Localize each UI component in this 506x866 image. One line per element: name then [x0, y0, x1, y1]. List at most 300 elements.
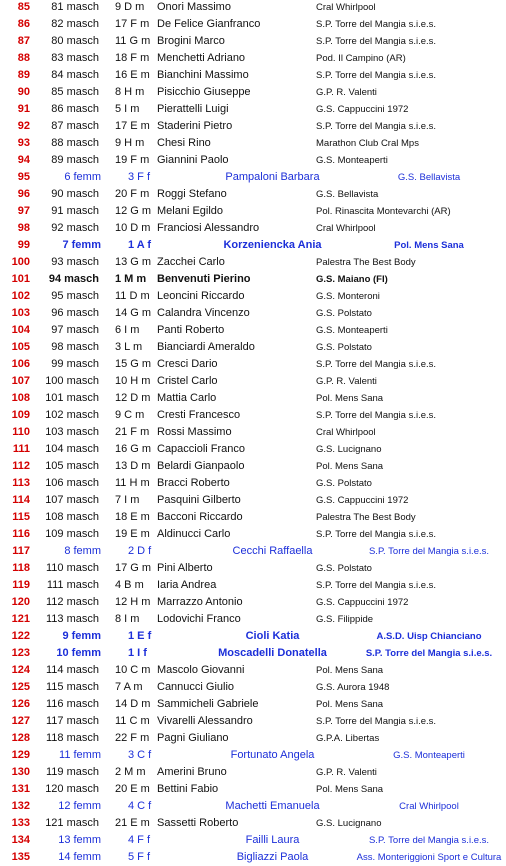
position-cell: 105 — [11, 341, 30, 353]
position-cell: 94 — [17, 154, 30, 166]
category-rank-cell: 91 masch — [51, 205, 99, 217]
team-cell: Pod. Il Campino (AR) — [316, 53, 406, 64]
athlete-name-cell: Staderini Pietro — [157, 120, 233, 132]
class-rank-cell: 13 G m — [115, 256, 151, 268]
category-rank-cell: 9 femm — [62, 630, 101, 642]
category-rank-cell: 116 masch — [46, 698, 99, 710]
team-cell: G.S. Lucignano — [316, 818, 382, 829]
athlete-name-cell: Benvenuti Pierino — [157, 273, 251, 285]
class-rank-cell: 20 E m — [115, 783, 150, 795]
athlete-name-cell: Chesi Rino — [157, 137, 211, 149]
team-cell: G.S. Monteaperti — [316, 325, 388, 336]
athlete-name-cell: Belardi Gianpaolo — [157, 460, 245, 472]
table-row — [0, 492, 506, 509]
class-rank-cell: 10 H m — [115, 375, 151, 387]
athlete-name-cell: Iaria Andrea — [157, 579, 217, 591]
athlete-name-cell: Cannucci Giulio — [157, 681, 235, 693]
table-row — [0, 16, 506, 33]
table-row — [0, 713, 506, 730]
position-cell: 101 — [11, 273, 30, 285]
position-cell: 121 — [11, 613, 30, 625]
class-rank-cell: 7 A m — [115, 681, 143, 693]
position-cell: 99 — [17, 239, 30, 251]
team-cell: S.P. Torre del Mangia s.i.e.s. — [316, 36, 437, 47]
table-row — [0, 577, 506, 594]
team-cell: Pol. Rinascita Montevarchi (AR) — [316, 206, 451, 217]
class-rank-cell: 5 I m — [115, 103, 140, 115]
class-rank-cell: 19 F m — [115, 154, 150, 166]
table-row — [0, 849, 506, 866]
position-cell: 115 — [12, 511, 30, 523]
team-cell: G.S. Monteroni — [316, 291, 380, 302]
table-row — [0, 475, 506, 492]
table-row — [0, 526, 506, 543]
category-rank-cell: 120 masch — [45, 783, 99, 795]
team-cell: G.S. Lucignano — [316, 444, 382, 455]
class-rank-cell: 11 D m — [115, 290, 150, 302]
position-cell: 125 — [11, 681, 30, 693]
category-rank-cell: 80 masch — [51, 35, 99, 47]
class-rank-cell: 1 M m — [115, 273, 147, 285]
category-rank-cell: 121 masch — [45, 817, 99, 829]
position-cell: 111 — [12, 443, 30, 455]
class-rank-cell: 15 G m — [115, 358, 151, 370]
team-cell: S.P. Torre del Mangia s.i.e.s. — [316, 359, 437, 370]
team-cell: Pol. Mens Sana — [394, 240, 464, 251]
team-cell: Pol. Mens Sana — [316, 393, 384, 404]
position-cell: 88 — [17, 52, 30, 64]
team-cell: Pol. Mens Sana — [316, 461, 384, 472]
table-row — [0, 390, 506, 407]
team-cell: Palestra The Best Body — [316, 257, 416, 268]
category-rank-cell: 113 masch — [46, 613, 99, 625]
athlete-name-cell: Mascolo Giovanni — [157, 664, 245, 676]
class-rank-cell: 1 E f — [128, 630, 152, 642]
team-cell: G.P. R. Valenti — [316, 767, 377, 778]
category-rank-cell: 95 masch — [51, 290, 99, 302]
table-row — [0, 679, 506, 696]
category-rank-cell: 11 femm — [59, 749, 101, 761]
class-rank-cell: 12 H m — [115, 596, 151, 608]
athlete-name-cell: Bacconi Riccardo — [157, 511, 243, 523]
category-rank-cell: 93 masch — [51, 256, 99, 268]
class-rank-cell: 22 F m — [115, 732, 150, 744]
position-cell: 97 — [17, 205, 30, 217]
team-cell: A.S.D. Uisp Chianciano — [376, 631, 482, 642]
class-rank-cell: 20 F m — [115, 188, 150, 200]
position-cell: 112 — [12, 460, 30, 472]
category-rank-cell: 87 masch — [51, 120, 99, 132]
position-cell: 117 — [12, 545, 30, 557]
team-cell: G.P.A. Libertas — [316, 733, 380, 744]
class-rank-cell: 2 D f — [128, 545, 152, 557]
category-rank-cell: 107 masch — [45, 494, 99, 506]
athlete-name-cell: Cresci Dario — [157, 358, 218, 370]
class-rank-cell: 4 C f — [128, 800, 152, 812]
category-rank-cell: 105 masch — [45, 460, 99, 472]
position-cell: 126 — [11, 698, 30, 710]
category-rank-cell: 118 masch — [46, 732, 99, 744]
team-cell: S.P. Torre del Mangia s.i.e.s. — [316, 529, 437, 540]
category-rank-cell: 98 masch — [51, 341, 99, 353]
athlete-name-cell: De Felice Gianfranco — [157, 18, 261, 30]
class-rank-cell: 17 E m — [115, 120, 150, 132]
category-rank-cell: 115 masch — [46, 681, 99, 693]
category-rank-cell: 88 masch — [51, 137, 99, 149]
table-row — [0, 747, 506, 764]
athlete-name-cell: Calandra Vincenzo — [157, 307, 250, 319]
position-cell: 85 — [17, 1, 30, 13]
table-row — [0, 220, 506, 237]
position-cell: 108 — [11, 392, 30, 404]
position-cell: 89 — [17, 69, 30, 81]
category-rank-cell: 10 femm — [56, 647, 101, 659]
category-rank-cell: 112 masch — [46, 596, 99, 608]
table-row — [0, 407, 506, 424]
team-cell: G.S. Bellavista — [397, 172, 461, 183]
class-rank-cell: 17 F m — [115, 18, 150, 30]
table-row — [0, 560, 506, 577]
team-cell: G.S. Polstato — [316, 308, 372, 319]
table-row — [0, 67, 506, 84]
position-cell: 133 — [11, 817, 30, 829]
class-rank-cell: 11 C m — [115, 715, 150, 727]
category-rank-cell: 117 masch — [46, 715, 99, 727]
team-cell: S.P. Torre del Mangia s.i.e.s. — [368, 835, 490, 846]
table-row — [0, 373, 506, 390]
team-cell: Cral Whirlpool — [316, 223, 376, 234]
athlete-name-cell: Menchetti Adriano — [157, 52, 246, 64]
athlete-name-cell: Lodovichi Franco — [157, 613, 241, 625]
table-row — [0, 594, 506, 611]
class-rank-cell: 7 I m — [115, 494, 140, 506]
class-rank-cell: 16 G m — [115, 443, 151, 455]
athlete-name-cell: Pasquini Gilberto — [157, 494, 241, 506]
position-cell: 93 — [17, 137, 30, 149]
category-rank-cell: 102 masch — [45, 409, 99, 421]
position-cell: 113 — [12, 477, 30, 489]
table-row — [0, 305, 506, 322]
category-rank-cell: 94 masch — [48, 273, 99, 285]
athlete-name-cell: Aldinucci Carlo — [157, 528, 231, 540]
class-rank-cell: 21 E m — [115, 817, 150, 829]
table-row — [0, 798, 506, 815]
position-cell: 122 — [11, 630, 30, 642]
team-cell: G.S. Polstato — [316, 563, 372, 574]
athlete-name-cell: Melani Egildo — [157, 205, 224, 217]
team-cell: S.P. Torre del Mangia s.i.e.s. — [316, 410, 437, 421]
position-cell: 132 — [11, 800, 30, 812]
athlete-name-cell: Marrazzo Antonio — [157, 596, 243, 608]
class-rank-cell: 9 H m — [115, 137, 145, 149]
category-rank-cell: 114 masch — [46, 664, 99, 676]
table-row — [0, 424, 506, 441]
team-cell: S.P. Torre del Mangia s.i.e.s. — [368, 546, 490, 557]
athlete-name-cell: Rossi Massimo — [157, 426, 232, 438]
class-rank-cell: 10 D m — [115, 222, 151, 234]
category-rank-cell: 84 masch — [51, 69, 99, 81]
position-cell: 118 — [12, 562, 30, 574]
class-rank-cell: 8 H m — [115, 86, 145, 98]
class-rank-cell: 18 E m — [115, 511, 150, 523]
athlete-name-cell: Zacchei Carlo — [157, 256, 225, 268]
table-row — [0, 781, 506, 798]
team-cell: G.S. Monteaperti — [316, 155, 388, 166]
athlete-name-cell: Korzeniencka Ania — [223, 239, 322, 251]
class-rank-cell: 6 I m — [115, 324, 140, 336]
athlete-name-cell: Bianciardi Ameraldo — [157, 341, 255, 353]
team-cell: G.S. Monteaperti — [393, 750, 465, 761]
table-row — [0, 237, 506, 254]
team-cell: Pol. Mens Sana — [316, 699, 384, 710]
team-cell: Pol. Mens Sana — [316, 665, 384, 676]
athlete-name-cell: Bracci Roberto — [157, 477, 230, 489]
team-cell: G.P. R. Valenti — [316, 87, 377, 98]
team-cell: S.P. Torre del Mangia s.i.e.s. — [316, 70, 437, 81]
athlete-name-cell: Panti Roberto — [157, 324, 225, 336]
table-row — [0, 271, 506, 288]
table-row — [0, 730, 506, 747]
class-rank-cell: 8 I m — [115, 613, 140, 625]
table-row — [0, 543, 506, 560]
class-rank-cell: 14 D m — [115, 698, 151, 710]
position-cell: 102 — [11, 290, 30, 302]
athlete-name-cell: Amerini Bruno — [157, 766, 227, 778]
athlete-name-cell: Cresti Francesco — [157, 409, 241, 421]
table-row — [0, 0, 506, 16]
position-cell: 129 — [11, 749, 30, 761]
athlete-name-cell: Bigliazzi Paola — [236, 851, 309, 863]
athlete-name-cell: Fortunato Angela — [230, 749, 315, 761]
athlete-name-cell: Brogini Marco — [157, 35, 225, 47]
position-cell: 103 — [11, 307, 30, 319]
category-rank-cell: 83 masch — [51, 52, 99, 64]
category-rank-cell: 8 femm — [64, 545, 101, 557]
position-cell: 135 — [11, 851, 30, 863]
athlete-name-cell: Sassetti Roberto — [157, 817, 239, 829]
position-cell: 92 — [17, 120, 30, 132]
table-row — [0, 339, 506, 356]
team-cell: S.P. Torre del Mangia s.i.e.s. — [316, 580, 437, 591]
team-cell: Marathon Club Cral Mps — [316, 138, 419, 149]
position-cell: 123 — [11, 647, 30, 659]
category-rank-cell: 89 masch — [51, 154, 99, 166]
category-rank-cell: 82 masch — [51, 18, 99, 30]
position-cell: 131 — [11, 783, 30, 795]
athlete-name-cell: Pierattelli Luigi — [157, 103, 229, 115]
table-row — [0, 832, 506, 849]
team-cell: S.P. Torre del Mangia s.i.e.s. — [316, 716, 437, 727]
class-rank-cell: 3 L m — [115, 341, 143, 353]
table-row — [0, 628, 506, 645]
class-rank-cell: 9 D m — [115, 1, 145, 13]
position-cell: 98 — [17, 222, 30, 234]
athlete-name-cell: Leoncini Riccardo — [157, 290, 245, 302]
category-rank-cell: 6 femm — [64, 171, 101, 183]
athlete-name-cell: Cristel Carlo — [157, 375, 218, 387]
table-row — [0, 118, 506, 135]
team-cell: Cral Whirlpool — [316, 427, 376, 438]
category-rank-cell: 7 femm — [62, 239, 101, 251]
class-rank-cell: 16 E m — [115, 69, 150, 81]
team-cell: S.P. Torre del Mangia s.i.e.s. — [316, 19, 437, 30]
team-cell: G.S. Cappuccini 1972 — [316, 597, 409, 608]
class-rank-cell: 21 F m — [115, 426, 150, 438]
table-row — [0, 152, 506, 169]
athlete-name-cell: Mattia Carlo — [157, 392, 217, 404]
class-rank-cell: 2 M m — [115, 766, 146, 778]
athlete-name-cell: Capaccioli Franco — [157, 443, 246, 455]
team-cell: G.S. Aurora 1948 — [316, 682, 390, 693]
athlete-name-cell: Vivarelli Alessandro — [157, 715, 253, 727]
class-rank-cell: 3 C f — [128, 749, 152, 761]
position-cell: 127 — [11, 715, 30, 727]
athlete-name-cell: Onori Massimo — [157, 1, 231, 13]
category-rank-cell: 104 masch — [45, 443, 99, 455]
table-row — [0, 645, 506, 662]
team-cell: S.P. Torre del Mangia s.i.e.s. — [365, 648, 493, 659]
athlete-name-cell: Cioli Katia — [245, 630, 300, 642]
table-row — [0, 611, 506, 628]
athlete-name-cell: Giannini Paolo — [157, 154, 229, 166]
position-cell: 90 — [17, 86, 30, 98]
table-row — [0, 135, 506, 152]
class-rank-cell: 14 G m — [115, 307, 151, 319]
category-rank-cell: 101 masch — [45, 392, 99, 404]
table-row — [0, 101, 506, 118]
table-row — [0, 815, 506, 832]
table-row — [0, 84, 506, 101]
class-rank-cell: 17 G m — [115, 562, 151, 574]
category-rank-cell: 81 masch — [51, 1, 99, 13]
position-cell: 109 — [11, 409, 30, 421]
category-rank-cell: 12 femm — [58, 800, 101, 812]
position-cell: 110 — [12, 426, 30, 438]
category-rank-cell: 13 femm — [58, 834, 101, 846]
table-row — [0, 50, 506, 67]
table-row — [0, 288, 506, 305]
table-row — [0, 356, 506, 373]
position-cell: 104 — [11, 324, 30, 336]
category-rank-cell: 119 masch — [46, 766, 99, 778]
athlete-name-cell: Failli Laura — [245, 834, 300, 846]
table-row — [0, 509, 506, 526]
class-rank-cell: 10 C m — [115, 664, 151, 676]
table-row — [0, 662, 506, 679]
position-cell: 134 — [11, 834, 30, 846]
team-cell: G.S. Polstato — [316, 342, 372, 353]
team-cell: G.S. Filippide — [316, 614, 374, 625]
athlete-name-cell: Bianchini Massimo — [157, 69, 249, 81]
team-cell: Ass. Monteriggioni Sport e Cultura — [356, 852, 502, 863]
athlete-name-cell: Franciosi Alessandro — [157, 222, 260, 234]
class-rank-cell: 5 F f — [128, 851, 151, 863]
position-cell: 120 — [11, 596, 30, 608]
table-row — [0, 458, 506, 475]
position-cell: 91 — [17, 103, 30, 115]
team-cell: Palestra The Best Body — [316, 512, 416, 523]
category-rank-cell: 111 masch — [46, 579, 99, 591]
team-cell: G.S. Polstato — [316, 478, 372, 489]
team-cell: Cral Whirlpool — [399, 801, 459, 812]
class-rank-cell: 11 G m — [115, 35, 151, 47]
athlete-name-cell: Sammicheli Gabriele — [157, 698, 259, 710]
team-cell: G.S. Cappuccini 1972 — [316, 104, 409, 115]
category-rank-cell: 100 masch — [45, 375, 99, 387]
team-cell: Cral Whirlpool — [316, 2, 376, 13]
category-rank-cell: 106 masch — [45, 477, 99, 489]
class-rank-cell: 9 C m — [115, 409, 145, 421]
table-row — [0, 764, 506, 781]
position-cell: 116 — [12, 528, 30, 540]
table-row — [0, 322, 506, 339]
position-cell: 130 — [11, 766, 30, 778]
class-rank-cell: 19 E m — [115, 528, 150, 540]
position-cell: 96 — [17, 188, 30, 200]
category-rank-cell: 92 masch — [51, 222, 99, 234]
category-rank-cell: 108 masch — [45, 511, 99, 523]
table-row — [0, 254, 506, 271]
category-rank-cell: 86 masch — [51, 103, 99, 115]
table-row — [0, 441, 506, 458]
athlete-name-cell: Bettini Fabio — [157, 783, 219, 795]
position-cell: 128 — [11, 732, 30, 744]
class-rank-cell: 18 F m — [115, 52, 150, 64]
class-rank-cell: 12 D m — [115, 392, 151, 404]
team-cell: S.P. Torre del Mangia s.i.e.s. — [316, 121, 437, 132]
category-rank-cell: 110 masch — [46, 562, 99, 574]
athlete-name-cell: Roggi Stefano — [157, 188, 227, 200]
table-row — [0, 33, 506, 50]
table-row — [0, 169, 506, 186]
position-cell: 100 — [11, 256, 30, 268]
class-rank-cell: 13 D m — [115, 460, 151, 472]
position-cell: 86 — [17, 18, 30, 30]
athlete-name-cell: Moscadelli Donatella — [218, 647, 327, 659]
category-rank-cell: 103 masch — [45, 426, 99, 438]
position-cell: 95 — [17, 171, 30, 183]
table-row — [0, 203, 506, 220]
table-row — [0, 696, 506, 713]
category-rank-cell: 90 masch — [51, 188, 99, 200]
category-rank-cell: 97 masch — [51, 324, 99, 336]
class-rank-cell: 4 F f — [128, 834, 151, 846]
athlete-name-cell: Cecchi Raffaella — [232, 545, 313, 557]
position-cell: 106 — [11, 358, 30, 370]
team-cell: G.P. R. Valenti — [316, 376, 377, 387]
position-cell: 107 — [11, 375, 30, 387]
table-row — [0, 186, 506, 203]
team-cell: Pol. Mens Sana — [316, 784, 384, 795]
position-cell: 119 — [12, 579, 30, 591]
class-rank-cell: 3 F f — [128, 171, 151, 183]
category-rank-cell: 109 masch — [45, 528, 99, 540]
category-rank-cell: 85 masch — [51, 86, 99, 98]
class-rank-cell: 4 B m — [115, 579, 144, 591]
athlete-name-cell: Pampaloni Barbara — [225, 171, 320, 183]
athlete-name-cell: Pisicchio Giuseppe — [157, 86, 251, 98]
athlete-name-cell: Pini Alberto — [157, 562, 213, 574]
class-rank-cell: 1 I f — [128, 647, 147, 659]
athlete-name-cell: Pagni Giuliano — [157, 732, 229, 744]
category-rank-cell: 96 masch — [51, 307, 99, 319]
team-cell: G.S. Bellavista — [316, 189, 379, 200]
class-rank-cell: 11 H m — [115, 477, 150, 489]
position-cell: 87 — [17, 35, 30, 47]
category-rank-cell: 14 femm — [58, 851, 101, 863]
athlete-name-cell: Machetti Emanuela — [225, 800, 320, 812]
position-cell: 124 — [11, 664, 30, 676]
